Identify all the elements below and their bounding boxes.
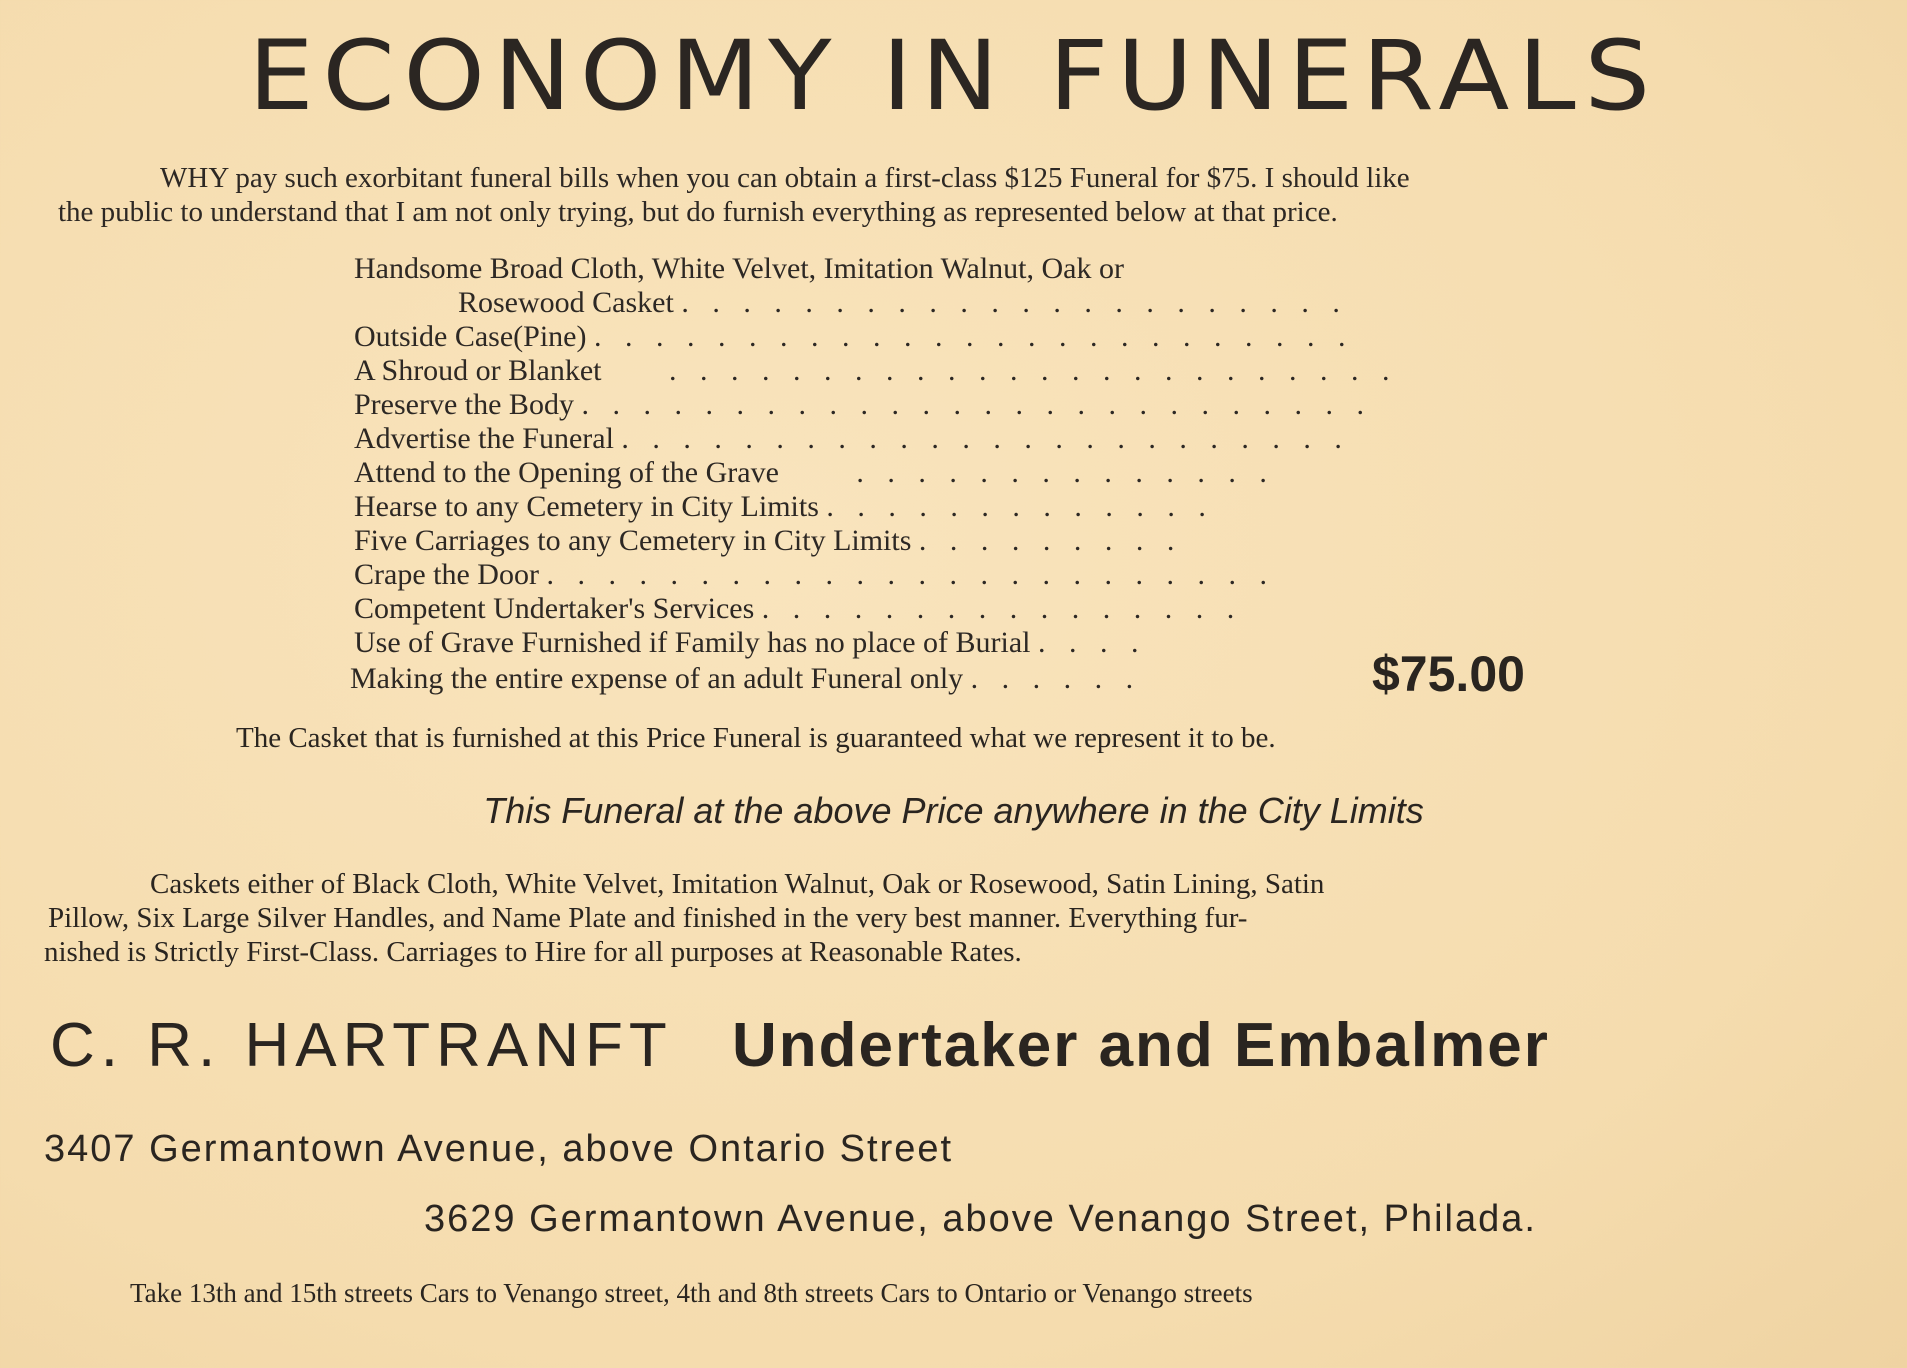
leader-dots: . . . . . . . . . . . . . . bbox=[856, 456, 1275, 489]
firm-profession: Undertaker and Embalmer bbox=[732, 1011, 1550, 1080]
item-label: Use of Grave Furnished if Family has no place of Burial bbox=[354, 626, 1031, 659]
leader-dots: . . . . . . . . . . . . . . . . . . . . . . bbox=[681, 286, 1348, 319]
item-label: Five Carriages to any Cemetery in City Limits bbox=[354, 524, 912, 557]
leader-dots: . . . . . . . . . . . . . . . . . . . . . . . . bbox=[621, 422, 1350, 455]
item-label: Hearse to any Cemetery in City Limits bbox=[354, 490, 819, 523]
list-item-total bbox=[350, 662, 1141, 696]
leader-dots: . . . . . . bbox=[970, 662, 1142, 695]
list-item bbox=[354, 558, 1275, 592]
item-label: Preserve the Body bbox=[354, 388, 574, 421]
list-item bbox=[354, 388, 1372, 422]
item-label: Rosewood Casket bbox=[458, 286, 674, 319]
city-limits-tagline: This Funeral at the above Price anywhere in the City Limits bbox=[483, 790, 1424, 831]
guarantee-text: The Casket that is furnished at this Price Funeral is guaranteed what we represent it to be. bbox=[236, 722, 1276, 754]
list-item bbox=[354, 354, 1398, 388]
leader-dots: . . . . . . . . . bbox=[918, 524, 1183, 557]
list-item bbox=[458, 286, 1348, 320]
caskets-line-3: nished is Strictly First-Class. Carriages to Hire for all purposes at Reasonable Rates. bbox=[44, 936, 1022, 968]
list-item bbox=[354, 456, 1275, 490]
directions-text: Take 13th and 15th streets Cars to Venango street, 4th and 8th streets Cars to Ontario or Venango streets bbox=[130, 1278, 1253, 1308]
intro-line-2: the public to understand that I am not only trying, but do furnish everything as represented below at that price. bbox=[58, 196, 1338, 228]
list-item bbox=[354, 252, 1124, 286]
list-item bbox=[354, 320, 1353, 354]
list-item bbox=[354, 422, 1350, 456]
address-2: 3629 Germantown Avenue, above Venango Street, Philada. bbox=[424, 1198, 1537, 1240]
leader-dots: . . . . . . . . . . . . . . . . bbox=[761, 592, 1243, 625]
leader-dots: . . . . . . . . . . . . . . . . . . . . . . . . . bbox=[593, 320, 1354, 353]
item-label: Outside Case(Pine) bbox=[354, 320, 587, 353]
leader-dots: . . . . bbox=[1038, 626, 1147, 659]
item-label: Crape the Door bbox=[354, 558, 539, 591]
item-label: Handsome Broad Cloth, White Velvet, Imitation Walnut, Oak or bbox=[354, 252, 1124, 285]
page-title: ECONOMY IN FUNERALS bbox=[248, 20, 1659, 132]
caskets-line-2: Pillow, Six Large Silver Handles, and Name Plate and finished in the very best manner. Everything fur- bbox=[48, 902, 1248, 934]
item-label: Competent Undertaker's Services bbox=[354, 592, 755, 625]
firm-name: C. R. HARTRANFT bbox=[50, 1011, 673, 1080]
leader-dots: . . . . . . . . . . . . . bbox=[826, 490, 1214, 523]
list-item bbox=[354, 626, 1147, 660]
leader-dots: . . . . . . . . . . . . . . . . . . . . . . . . . . bbox=[581, 388, 1372, 421]
caskets-line-1: Caskets either of Black Cloth, White Velvet, Imitation Walnut, Oak or Rosewood, Satin Lining, Satin bbox=[150, 868, 1325, 900]
list-item bbox=[354, 592, 1242, 626]
item-label: A Shroud or Blanket bbox=[354, 354, 602, 387]
item-label: Attend to the Opening of the Grave bbox=[354, 456, 779, 489]
item-label: Making the entire expense of an adult Funeral only bbox=[350, 662, 964, 695]
intro-line-1: WHY pay such exorbitant funeral bills when you can obtain a first-class $125 Funeral for $75. I should like bbox=[160, 162, 1410, 194]
address-1: 3407 Germantown Avenue, above Ontario Street bbox=[44, 1128, 954, 1170]
total-price: $75.00 bbox=[1372, 646, 1525, 702]
firm-heading bbox=[50, 1010, 1550, 1081]
item-label: Advertise the Funeral bbox=[354, 422, 614, 455]
list-item bbox=[354, 524, 1182, 558]
leader-dots: . . . . . . . . . . . . . . . . . . . . . . . . bbox=[669, 354, 1398, 387]
leader-dots: . . . . . . . . . . . . . . . . . . . . . . . . bbox=[546, 558, 1275, 591]
list-item bbox=[354, 490, 1214, 524]
